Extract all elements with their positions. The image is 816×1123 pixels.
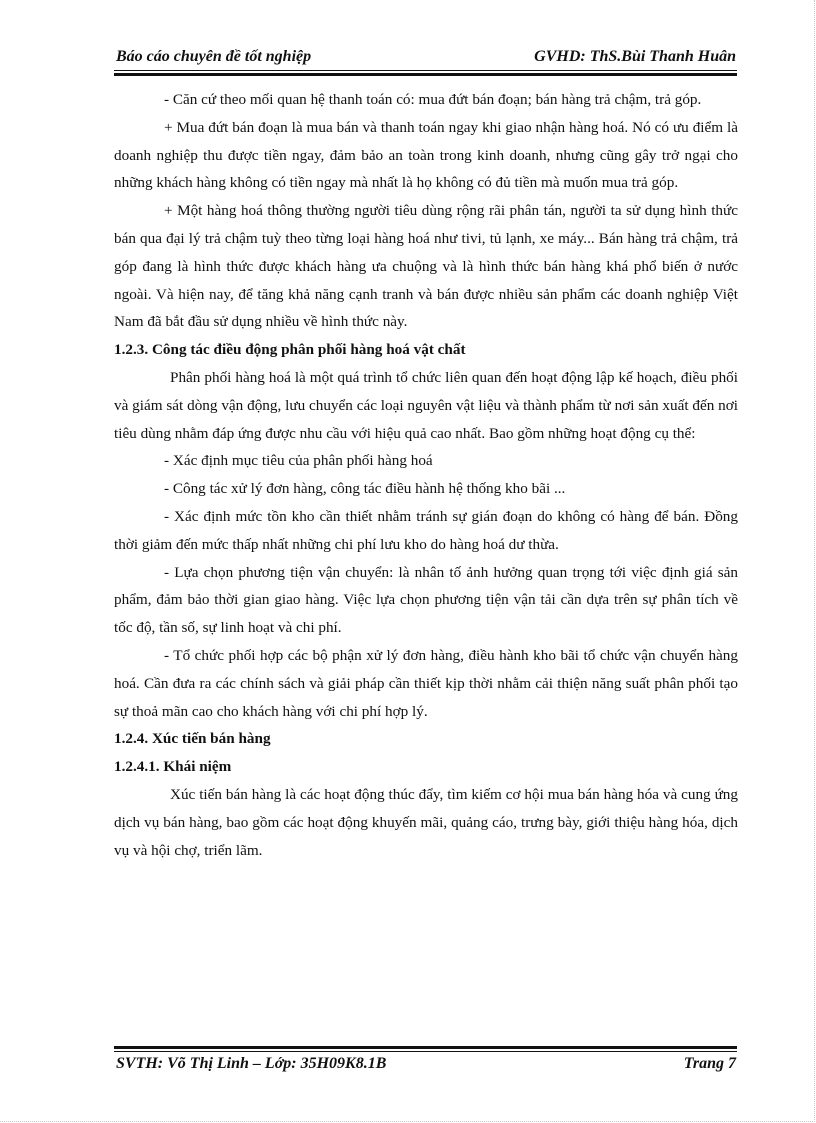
- header-report-title: Báo cáo chuyên đề tốt nghiệp: [116, 48, 312, 65]
- list-item: - Xác định mục tiêu của phân phối hàng hoá: [164, 452, 433, 470]
- header-supervisor: GVHD: ThS.Bùi Thanh Huân: [534, 48, 736, 65]
- page-header: [114, 44, 736, 70]
- paragraph: + Một hàng hoá thông thường người tiêu dùng rộng rãi phân tán, người ta sử dụng hình thức bán qua đại lý trả chậm tuỳ theo từng loại hàng hoá như tivi, tủ lạnh, xe máy... Bán hàng trả chậm, trả góp đang là hình thức được khách hàng ưa chuộng và là hình thức bán hàng khá phổ biến ở nước ngoài. Và hiện nay, để tăng khả năng cạnh tranh và bán được nhiều sản phẩm các doanh nghiệp Việt Nam đã bắt đầu sử dụng nhiều về hình thức này.: [114, 202, 738, 331]
- header-rule-thin: [114, 70, 737, 71]
- list-item: - Tổ chức phối hợp các bộ phận xử lý đơn hàng, điều hành kho bãi tổ chức vận chuyển hàng hoá. Cần đưa ra các chính sách và giải pháp cần thiết kịp thời nhằm cải thiện năng suất phân phối tạo sự thoả mãn cao cho khách hàng với chi phí hợp lý.: [114, 646, 738, 720]
- paragraph: Xúc tiến bán hàng là các hoạt động thúc đẩy, tìm kiếm cơ hội mua bán hàng hóa và cung ứng dịch vụ bán hàng, bao gồm các hoạt động khuyến mãi, quảng cáo, trưng bày, giới thiệu hàng hóa, dịch vụ và hội chợ, triển lãm.: [114, 785, 738, 859]
- list-item: - Xác định mức tồn kho cần thiết nhằm tránh sự gián đoạn do không có hàng để bán. Đồng thời giảm đến mức thấp nhất những chi phí lưu kho do hàng hoá dư thừa.: [114, 507, 738, 553]
- section-heading-1-2-4: 1.2.4. Xúc tiến bán hàng: [114, 730, 271, 748]
- paragraph: + Mua đứt bán đoạn là mua bán và thanh toán ngay khi giao nhận hàng hoá. Nó có ưu điểm là doanh nghiệp thu được tiền ngay, đảm bảo an toàn trong kinh doanh, nhưng cũng gây trở ngại cho những khách hàng không có tiền ngay mà nhất là họ không có đủ tiền mà muốn mua trả góp.: [114, 118, 738, 192]
- document-body: [114, 86, 738, 864]
- footer-rule-thick: [114, 1046, 737, 1049]
- list-item: - Lựa chọn phương tiện vận chuyển: là nhân tố ảnh hưởng quan trọng tới việc định giá sản phẩm, đảm bảo thời gian giao hàng. Việc lựa chọn phương tiện vận tải cần dựa trên sự phân tích về tốc độ, tần số, sự linh hoạt và chi phí.: [114, 563, 738, 637]
- footer-page-number: Trang 7: [683, 1055, 736, 1072]
- page-footer: [114, 1052, 736, 1078]
- footer-student-info: SVTH: Võ Thị Linh – Lớp: 35H09K8.1B: [116, 1055, 387, 1072]
- header-rule-thick: [114, 73, 737, 76]
- paragraph: - Căn cứ theo mối quan hệ thanh toán có: mua đứt bán đoạn; bán hàng trả chậm, trả góp.: [164, 91, 702, 108]
- section-heading-1-2-3: 1.2.3. Công tác điều động phân phối hàng hoá vật chất: [114, 341, 466, 359]
- subsection-heading-1-2-4-1: 1.2.4.1. Khái niệm: [114, 758, 232, 776]
- paragraph: Phân phối hàng hoá là một quá trình tổ chức liên quan đến hoạt động lập kế hoạch, điều phối và giám sát dòng vận động, lưu chuyển các loại nguyên vật liệu và thành phẩm từ nơi sản xuất đến nơi tiêu dùng nhằm đáp ứng được nhu cầu với hiệu quả cao nhất. Bao gồm những hoạt động cụ thể:: [114, 368, 738, 442]
- list-item: - Công tác xử lý đơn hàng, công tác điều hành hệ thống kho bãi ...: [164, 480, 566, 498]
